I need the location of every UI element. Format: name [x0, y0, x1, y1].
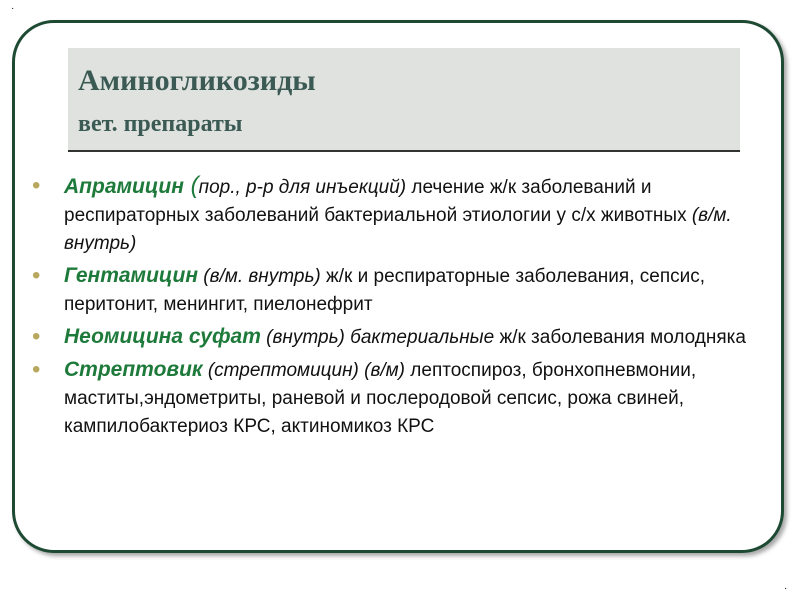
- drug-note: (в/м. внутрь): [198, 266, 321, 287]
- drug-name: Неомицина суфат: [64, 325, 261, 348]
- bullet-dot-icon: •: [32, 356, 41, 383]
- list-item: [30, 172, 775, 258]
- list-item: [30, 356, 775, 441]
- drug-name: Стрептовик: [64, 358, 203, 381]
- bullet-dot-icon: •: [32, 262, 41, 289]
- drug-indication: ж/к и респираторные заболевания, сепсис, перитонит, менингит, пиелонефрит: [64, 266, 705, 315]
- drug-name: Апрамицин: [64, 175, 184, 198]
- bullet-dot-icon: •: [32, 172, 41, 199]
- list-item: [30, 323, 775, 352]
- drug-name: Гентамицин: [64, 264, 198, 287]
- drug-note: (стрептомицин) (в/м): [202, 360, 406, 381]
- drug-indication: лептоспироз, бронхопневмонии, маститы,эндометриты, раневой и послеродовой сепсис, рожа свиней, кампилобактериоз КРС, актиномикоз КРС: [64, 360, 697, 437]
- title-panel: [68, 48, 740, 152]
- drug-indication: лечение ж/к заболеваний и респираторных заболеваний бактериальной этиологии у с/х животных: [64, 177, 692, 226]
- drug-list: [30, 172, 775, 445]
- slide-subtitle: вет. препараты: [78, 111, 243, 137]
- corner-mark-top-left: ·: [11, 3, 15, 14]
- list-item: [30, 262, 775, 319]
- drug-note: (внутрь) бактериальные: [260, 327, 495, 348]
- drug-indication: ж/к заболевания молодняка: [494, 327, 746, 348]
- bullet-dot-icon: •: [32, 323, 41, 350]
- slide-title: Аминогликозиды: [78, 64, 316, 97]
- drug-note-2: (в/м. внутрь): [64, 205, 732, 254]
- corner-mark-bottom-right: ·: [784, 583, 788, 594]
- paren-open: (: [183, 172, 199, 199]
- drug-note: пор., р-р для инъекций): [198, 177, 407, 198]
